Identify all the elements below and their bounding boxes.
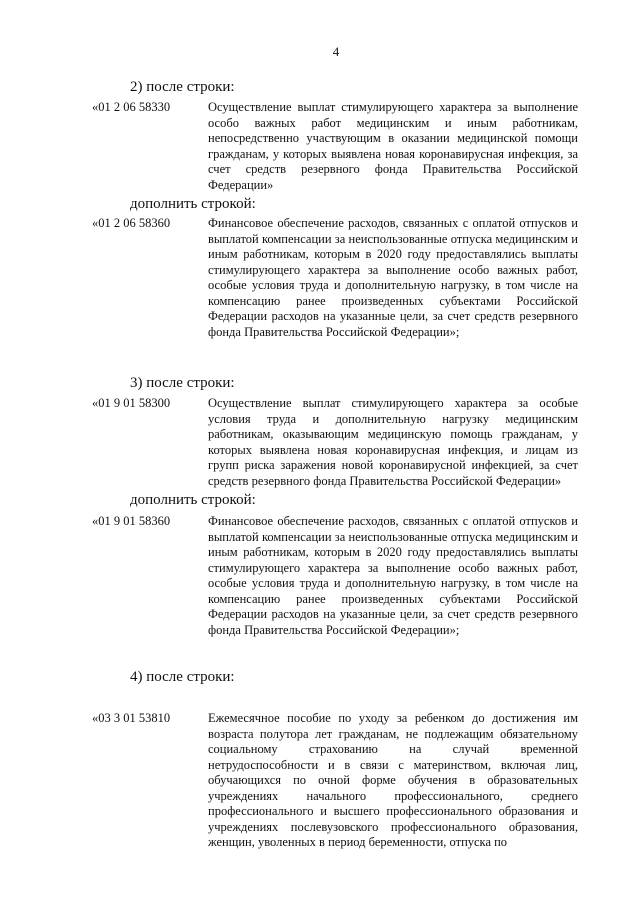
budget-code: «01 2 06 58360 [92, 216, 171, 230]
budget-code: «01 9 01 58300 [92, 396, 171, 410]
budget-line-description: Финансовое обеспечение расходов, связанных с оплатой отпусков и выплатой компенсации за неиспользованные отпуска медицинским и иным работникам, которым в 2020 году предоставлялись выплаты стимулирующего характера за выполнение особо важных работ, особые условия труда и дополнительную нагрузку, в том числе на компенсацию ранее произведенных субъектами Российской Федерации расходов на указанные цели, за счет средств резервного фонда Правительства Российской Федерации»; [208, 216, 578, 339]
budget-line-description: Осуществление выплат стимулирующего характера за особые условия труда и дополнительную нагрузку медицинским работникам, оказывающим медицинскую помощь гражданам, у которых выявлена новая коронавирусная инфекция, и лицам из групп риска заражения новой коронавирусной инфекцией, за счет средств резервного фонда Правительства Российской Федерации» [208, 396, 578, 488]
budget-line-row [92, 514, 578, 638]
budget-line-row [92, 100, 578, 193]
page-number: 4 [332, 44, 340, 59]
budget-line-row [92, 216, 578, 340]
budget-code: «03 3 01 53810 [92, 711, 171, 725]
budget-code: «01 2 06 58330 [92, 100, 171, 114]
budget-code: «01 9 01 58360 [92, 514, 171, 528]
section-heading: 4) после строки: [130, 669, 235, 685]
section-heading: дополнить строкой: [130, 492, 256, 508]
section-heading: 3) после строки: [130, 375, 235, 391]
budget-line-description: Финансовое обеспечение расходов, связанных с оплатой отпусков и выплатой компенсации за неиспользованные отпуска медицинским и иным работникам, которым в 2020 году предоставлялись выплаты стимулирующего характера за выполнение особо важных работ, особые условия труда и дополнительную нагрузку, в том числе на компенсацию ранее произведенных субъектами Российской Федерации расходов на указанные цели, за счет средств резервного фонда Правительства Российской Федерации»; [208, 514, 578, 637]
budget-line-row [92, 396, 578, 489]
budget-line-row [92, 711, 578, 851]
section-heading: 2) после строки: [130, 79, 235, 95]
budget-line-description: Ежемесячное пособие по уходу за ребенком до достижения им возраста полутора лет гражданам, не подлежащим обязательному социальному страхованию на случай временной нетрудоспособности и в связи с материнством, включая лиц, обучающихся по очной форме обучения в образовательных учреждениях начального профессионального, среднего профессионального и высшего профессионального образования и учреждениях послевузовского профессионального образования, женщин, уволенных в период беременности, отпуска по [208, 711, 578, 849]
budget-line-description: Осуществление выплат стимулирующего характера за выполнение особо важных работ медицинским и иным работникам, непосредственно участвующим в оказании медицинской помощи гражданам, у которых выявлена новая коронавирусная инфекция, за счет средств резервного фонда Правительства Российской Федерации» [208, 100, 578, 192]
section-heading: дополнить строкой: [130, 196, 256, 212]
